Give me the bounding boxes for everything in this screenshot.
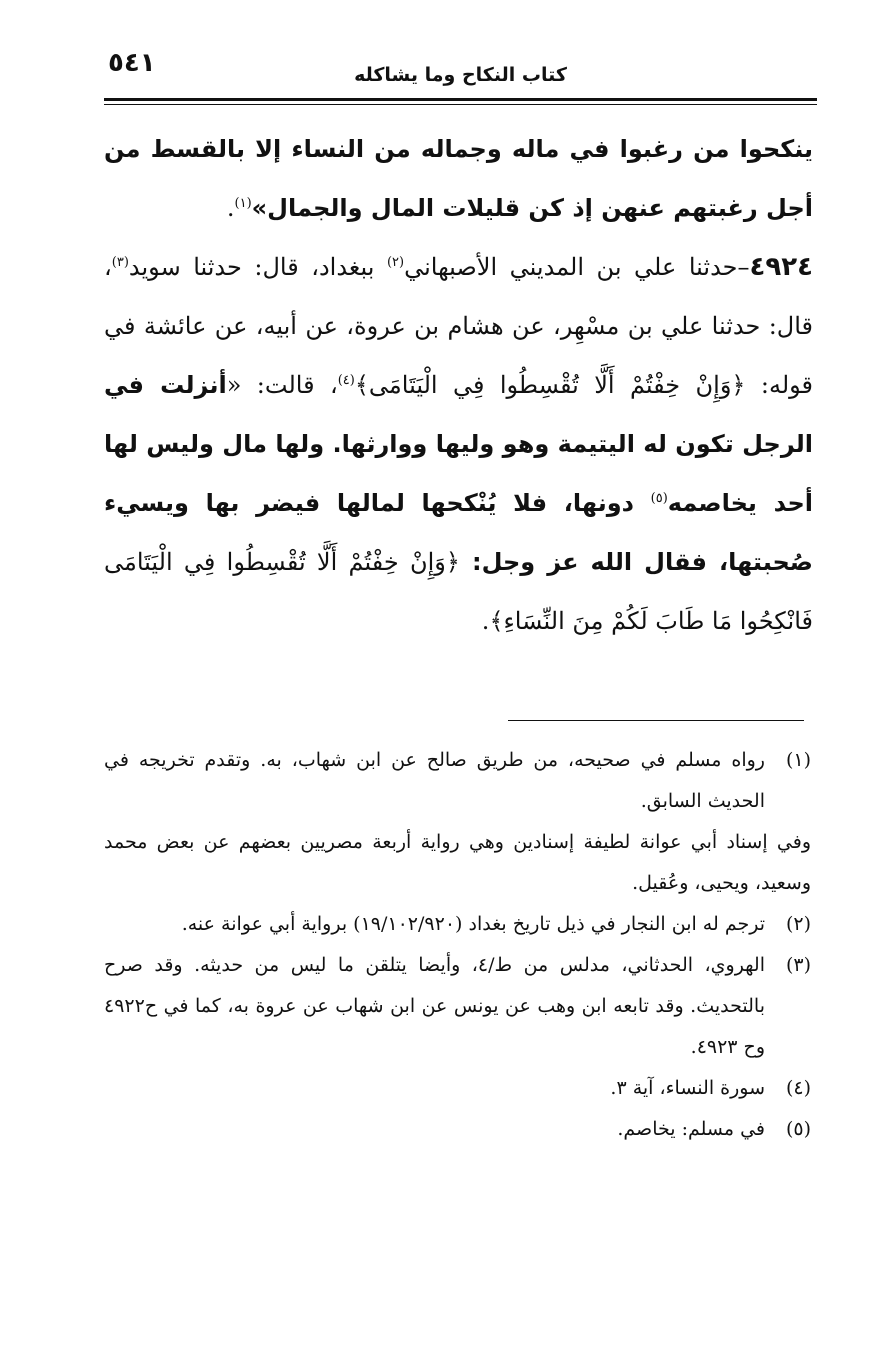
footnote-mark: (٣) bbox=[785, 954, 811, 976]
isnad-segment-4: ، قالت: « bbox=[226, 371, 338, 399]
footnote-text: رواه مسلم في صحيحه، من طريق صالح عن ابن شهاب، به. وتقدم تخريجه في الحديث السابق. bbox=[104, 749, 765, 812]
matn-bold-2: دونها، فلا يُنْكحها لمالها فيضر بها ويسيء صُحبتها، فقال الله عز وجل: bbox=[104, 489, 813, 576]
footnotes bbox=[104, 740, 811, 1150]
footnote-ref-5: (٥) bbox=[650, 491, 668, 506]
footnote-mark: (٥) bbox=[785, 1118, 811, 1140]
footnote-ref-2: (٢) bbox=[386, 255, 405, 270]
footnote-mark: (٤) bbox=[785, 1077, 811, 1099]
footnote-text: ترجم له ابن النجار في ذيل تاريخ بغداد (١٩/١٠٢/٩٢٠) برواية أبي عوانة عنه. bbox=[181, 913, 765, 935]
page-number: ٥٤١ bbox=[108, 48, 156, 78]
header-rule-thick bbox=[104, 98, 817, 101]
footnote-2 bbox=[104, 904, 811, 945]
hadith-number: ٤٩٢٤ bbox=[749, 252, 813, 282]
footnote-5 bbox=[104, 1109, 811, 1150]
footnote-1 bbox=[104, 740, 811, 822]
footnote-ref-4: (٤) bbox=[337, 373, 355, 388]
page-header bbox=[104, 44, 817, 100]
isnad-segment-2: ببغداد، قال: حدثنا سويد bbox=[128, 253, 387, 281]
isnad-segment-3: ، قال: حدثنا علي بن مسْهِر، عن هشام بن عروة، عن أبيه، عن عائشة في قوله: bbox=[104, 253, 814, 399]
hadith-text-bold: ينكحوا من رغبوا في ماله وجماله من النساء إلا بالقسط من أجل رغبتهم عنهن إذ كن قليلات المال والجمال» bbox=[104, 135, 813, 222]
hadith-paragraph bbox=[104, 238, 813, 651]
footnote-text: سورة النساء، آية ٣. bbox=[610, 1077, 765, 1099]
footnote-ref-3: (٣) bbox=[111, 255, 129, 270]
footnote-ref-1: (١) bbox=[234, 196, 252, 211]
footnote-separator bbox=[508, 720, 804, 721]
paragraph-continuation bbox=[104, 120, 813, 238]
matn-bold-1: أنزلت في الرجل تكون له اليتيمة وهو وليها ووارثها. ولها مال وليس لها أحد يخاصمه bbox=[104, 371, 813, 517]
isnad-segment-1: –حدثنا علي بن المديني الأصبهاني bbox=[404, 253, 750, 281]
footnote-1-continuation: وفي إسناد أبي عوانة لطيفة إسنادين وهي رواية أربعة مصريين بعضهم عن بعض محمد وسعيد، ويحيى، وعُقيل. bbox=[104, 831, 811, 894]
quran-verse-1: ﴿وَإِنْ خِفْتُمْ أَلَّا تُقْسِطُوا فِي الْيَتَامَى﴾ bbox=[354, 371, 746, 399]
quran-verse-2: ﴿وَإِنْ خِفْتُمْ أَلَّا تُقْسِطُوا فِي الْيَتَامَى فَانْكِحُوا مَا طَابَ لَكُمْ مِنَ النِّسَاءِ﴾ bbox=[104, 548, 813, 635]
footnote-4 bbox=[104, 1068, 811, 1109]
sentence-end: . bbox=[226, 194, 235, 222]
main-text bbox=[104, 120, 813, 651]
footnote-text: الهروي، الحدثاني، مدلس من ط/٤، وأيضا يتلقن ما ليس من حديثه. وقد صرح بالتحديث. وقد تابعه ابن وهب عن يونس عن ابن شهاب عن عروة به، كما في ح٤٩٢٢ وح ٤٩٢٣. bbox=[104, 954, 765, 1058]
footnote-3 bbox=[104, 945, 811, 1068]
footnote-text: في مسلم: يخاصم. bbox=[617, 1118, 765, 1140]
footnote-mark: (١) bbox=[785, 749, 811, 771]
footnote-mark: (٢) bbox=[785, 913, 811, 935]
header-rule-thin bbox=[104, 104, 817, 105]
sentence-end: . bbox=[481, 607, 490, 635]
running-title: كتاب النكاح وما يشاكله bbox=[354, 64, 567, 86]
